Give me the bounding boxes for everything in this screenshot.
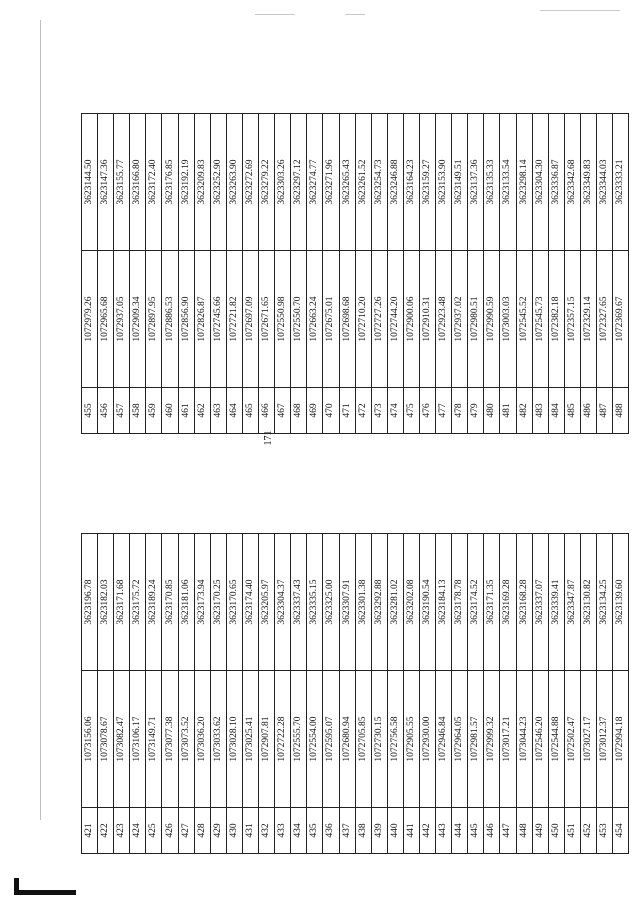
point-number-cell: 451 bbox=[564, 808, 580, 854]
x-coordinate-cell: 1072745.66 bbox=[210, 251, 226, 388]
y-coordinate-cell: 3623265.43 bbox=[339, 114, 355, 251]
table-row bbox=[532, 114, 548, 434]
table-row bbox=[452, 114, 468, 434]
x-coordinate-cell: 1072727.26 bbox=[371, 251, 387, 388]
point-number-cell: 422 bbox=[98, 808, 114, 854]
y-coordinate-cell: 3623292.88 bbox=[371, 534, 387, 671]
point-number-cell: 453 bbox=[597, 808, 613, 854]
table-row bbox=[82, 114, 98, 434]
x-coordinate-cell: 1072930.00 bbox=[419, 671, 435, 808]
table-row bbox=[210, 534, 226, 854]
point-number-cell: 482 bbox=[516, 388, 532, 434]
x-coordinate-cell: 1072502.47 bbox=[564, 671, 580, 808]
point-number-cell: 463 bbox=[210, 388, 226, 434]
y-coordinate-cell: 3623347.87 bbox=[564, 534, 580, 671]
table-row bbox=[130, 534, 146, 854]
table-row bbox=[452, 534, 468, 854]
point-number-cell: 459 bbox=[146, 388, 162, 434]
x-coordinate-cell: 1072856.90 bbox=[178, 251, 194, 388]
point-number-cell: 429 bbox=[210, 808, 226, 854]
point-number-cell: 466 bbox=[259, 388, 275, 434]
y-coordinate-cell: 3623184.13 bbox=[436, 534, 452, 671]
y-coordinate-cell: 3623181.06 bbox=[178, 534, 194, 671]
table-row bbox=[548, 114, 564, 434]
x-coordinate-cell: 1072550.98 bbox=[275, 251, 291, 388]
point-number-cell: 439 bbox=[371, 808, 387, 854]
scan-bar-mark bbox=[14, 890, 76, 895]
x-coordinate-cell: 1072990.59 bbox=[484, 251, 500, 388]
table-row bbox=[82, 534, 98, 854]
y-coordinate-cell: 3623173.94 bbox=[194, 534, 210, 671]
y-coordinate-cell: 3623339.41 bbox=[548, 534, 564, 671]
y-coordinate-cell: 3623304.37 bbox=[275, 534, 291, 671]
coordinate-table-2 bbox=[81, 113, 629, 434]
point-number-cell: 443 bbox=[436, 808, 452, 854]
table-row bbox=[564, 534, 580, 854]
table-row bbox=[323, 534, 339, 854]
table-row bbox=[468, 114, 484, 434]
x-coordinate-cell: 1072550.70 bbox=[291, 251, 307, 388]
table-row bbox=[98, 114, 114, 434]
point-number-cell: 455 bbox=[82, 388, 98, 434]
point-number-cell: 485 bbox=[564, 388, 580, 434]
table-row bbox=[436, 114, 452, 434]
x-coordinate-cell: 1072546.20 bbox=[532, 671, 548, 808]
x-coordinate-cell: 1073078.67 bbox=[98, 671, 114, 808]
y-coordinate-cell: 3623174.52 bbox=[468, 534, 484, 671]
y-coordinate-cell: 3623196.78 bbox=[82, 534, 98, 671]
point-number-cell: 473 bbox=[371, 388, 387, 434]
point-number-cell: 423 bbox=[114, 808, 130, 854]
table-row bbox=[114, 534, 130, 854]
x-coordinate-cell: 1072544.88 bbox=[548, 671, 564, 808]
point-number-cell: 456 bbox=[98, 388, 114, 434]
table-row bbox=[323, 114, 339, 434]
table-row bbox=[226, 534, 242, 854]
x-coordinate-cell: 1072357.15 bbox=[564, 251, 580, 388]
point-number-cell: 470 bbox=[323, 388, 339, 434]
table-row bbox=[178, 534, 194, 854]
x-coordinate-cell: 1072722.28 bbox=[275, 671, 291, 808]
y-coordinate-cell: 3623298.14 bbox=[516, 114, 532, 251]
x-coordinate-cell: 1072675.01 bbox=[323, 251, 339, 388]
x-coordinate-cell: 1073156.06 bbox=[82, 671, 98, 808]
table-row bbox=[387, 534, 403, 854]
point-number-cell: 458 bbox=[130, 388, 146, 434]
x-coordinate-cell: 1072705.85 bbox=[355, 671, 371, 808]
y-coordinate-cell: 3623174.40 bbox=[242, 534, 258, 671]
table-row bbox=[580, 534, 596, 854]
x-coordinate-cell: 1072730.15 bbox=[371, 671, 387, 808]
table-row bbox=[242, 114, 258, 434]
table-row bbox=[436, 534, 452, 854]
y-coordinate-cell: 3623344.03 bbox=[597, 114, 613, 251]
point-number-cell: 427 bbox=[178, 808, 194, 854]
table-row bbox=[500, 534, 516, 854]
y-coordinate-cell: 3623166.80 bbox=[130, 114, 146, 251]
point-number-cell: 421 bbox=[82, 808, 98, 854]
x-coordinate-cell: 1073106.17 bbox=[130, 671, 146, 808]
x-coordinate-cell: 1073036.20 bbox=[194, 671, 210, 808]
table-row bbox=[403, 114, 419, 434]
point-number-cell: 480 bbox=[484, 388, 500, 434]
scan-edge-line bbox=[40, 20, 41, 820]
table-row bbox=[613, 534, 629, 854]
y-coordinate-cell: 3623337.07 bbox=[532, 534, 548, 671]
y-coordinate-cell: 3623271.96 bbox=[323, 114, 339, 251]
x-coordinate-cell: 1073012.37 bbox=[597, 671, 613, 808]
table-row bbox=[194, 534, 210, 854]
point-number-cell: 477 bbox=[436, 388, 452, 434]
y-coordinate-cell: 3623304.30 bbox=[532, 114, 548, 251]
point-number-cell: 484 bbox=[548, 388, 564, 434]
point-number-cell: 467 bbox=[275, 388, 291, 434]
table-row bbox=[114, 114, 130, 434]
x-coordinate-cell: 1073027.17 bbox=[580, 671, 596, 808]
y-coordinate-cell: 3623325.00 bbox=[323, 534, 339, 671]
point-number-cell: 478 bbox=[452, 388, 468, 434]
point-number-cell: 449 bbox=[532, 808, 548, 854]
x-coordinate-cell: 1073003.03 bbox=[500, 251, 516, 388]
table-row bbox=[484, 534, 500, 854]
scan-artifact bbox=[345, 14, 365, 15]
point-number-cell: 488 bbox=[613, 388, 629, 434]
y-coordinate-cell: 3623172.40 bbox=[146, 114, 162, 251]
table-row bbox=[355, 534, 371, 854]
x-coordinate-cell: 1072980.51 bbox=[468, 251, 484, 388]
table-row bbox=[162, 114, 178, 434]
point-number-cell: 437 bbox=[339, 808, 355, 854]
y-coordinate-cell: 3623176.85 bbox=[162, 114, 178, 251]
point-number-cell: 465 bbox=[242, 388, 258, 434]
point-number-cell: 454 bbox=[613, 808, 629, 854]
y-coordinate-cell: 3623202.08 bbox=[403, 534, 419, 671]
table-row bbox=[548, 534, 564, 854]
point-number-cell: 483 bbox=[532, 388, 548, 434]
x-coordinate-cell: 1072663.24 bbox=[307, 251, 323, 388]
page-number: 171 bbox=[263, 430, 274, 446]
x-coordinate-cell: 1073028.10 bbox=[226, 671, 242, 808]
point-number-cell: 452 bbox=[580, 808, 596, 854]
point-number-cell: 428 bbox=[194, 808, 210, 854]
y-coordinate-cell: 3623144.50 bbox=[82, 114, 98, 251]
y-coordinate-cell: 3623170.65 bbox=[226, 534, 242, 671]
x-coordinate-cell: 1072994.18 bbox=[613, 671, 629, 808]
table-row bbox=[580, 114, 596, 434]
x-coordinate-cell: 1072907.81 bbox=[259, 671, 275, 808]
table-row bbox=[291, 534, 307, 854]
point-number-cell: 464 bbox=[226, 388, 242, 434]
y-coordinate-cell: 3623155.77 bbox=[114, 114, 130, 251]
x-coordinate-cell: 1072981.57 bbox=[468, 671, 484, 808]
coordinate-table-1 bbox=[81, 533, 629, 854]
point-number-cell: 462 bbox=[194, 388, 210, 434]
y-coordinate-cell: 3623279.22 bbox=[259, 114, 275, 251]
table-row bbox=[597, 534, 613, 854]
y-coordinate-cell: 3623178.78 bbox=[452, 534, 468, 671]
x-coordinate-cell: 1073073.52 bbox=[178, 671, 194, 808]
x-coordinate-cell: 1072886.53 bbox=[162, 251, 178, 388]
table-row bbox=[339, 534, 355, 854]
y-coordinate-cell: 3623274.77 bbox=[307, 114, 323, 251]
point-number-cell: 442 bbox=[419, 808, 435, 854]
point-number-cell: 431 bbox=[242, 808, 258, 854]
y-coordinate-cell: 3623182.03 bbox=[98, 534, 114, 671]
table-row bbox=[307, 534, 323, 854]
table-row bbox=[532, 534, 548, 854]
y-coordinate-cell: 3623169.28 bbox=[500, 534, 516, 671]
y-coordinate-cell: 3623170.25 bbox=[210, 534, 226, 671]
scan-artifact bbox=[540, 10, 620, 11]
x-coordinate-cell: 1073025.41 bbox=[242, 671, 258, 808]
x-coordinate-cell: 1072964.05 bbox=[452, 671, 468, 808]
table-row bbox=[419, 114, 435, 434]
x-coordinate-cell: 1072721.82 bbox=[226, 251, 242, 388]
x-coordinate-cell: 1072897.95 bbox=[146, 251, 162, 388]
x-coordinate-cell: 1072329.14 bbox=[580, 251, 596, 388]
point-number-cell: 447 bbox=[500, 808, 516, 854]
point-number-cell: 424 bbox=[130, 808, 146, 854]
x-coordinate-cell: 1073082.47 bbox=[114, 671, 130, 808]
y-coordinate-cell: 3623133.54 bbox=[500, 114, 516, 251]
table-row bbox=[291, 114, 307, 434]
point-number-cell: 474 bbox=[387, 388, 403, 434]
x-coordinate-cell: 1072680.94 bbox=[339, 671, 355, 808]
x-coordinate-cell: 1072382.18 bbox=[548, 251, 564, 388]
table-row bbox=[275, 534, 291, 854]
y-coordinate-cell: 3623209.83 bbox=[194, 114, 210, 251]
table-row bbox=[146, 534, 162, 854]
table-row bbox=[259, 114, 275, 434]
y-coordinate-cell: 3623139.60 bbox=[613, 534, 629, 671]
y-coordinate-cell: 3623303.26 bbox=[275, 114, 291, 251]
x-coordinate-cell: 1072554.00 bbox=[307, 671, 323, 808]
point-number-cell: 469 bbox=[307, 388, 323, 434]
coordinate-table bbox=[81, 533, 629, 854]
table-row bbox=[146, 114, 162, 434]
x-coordinate-cell: 1072595.07 bbox=[323, 671, 339, 808]
table-row bbox=[194, 114, 210, 434]
y-coordinate-cell: 3623170.85 bbox=[162, 534, 178, 671]
point-number-cell: 435 bbox=[307, 808, 323, 854]
point-number-cell: 444 bbox=[452, 808, 468, 854]
y-coordinate-cell: 3623335.15 bbox=[307, 534, 323, 671]
point-number-cell: 434 bbox=[291, 808, 307, 854]
table-row bbox=[259, 534, 275, 854]
point-number-cell: 425 bbox=[146, 808, 162, 854]
x-coordinate-cell: 1073033.62 bbox=[210, 671, 226, 808]
y-coordinate-cell: 3623189.24 bbox=[146, 534, 162, 671]
y-coordinate-cell: 3623137.36 bbox=[468, 114, 484, 251]
table-row bbox=[242, 534, 258, 854]
table-row bbox=[613, 114, 629, 434]
y-coordinate-cell: 3623164.23 bbox=[403, 114, 419, 251]
y-coordinate-cell: 3623297.12 bbox=[291, 114, 307, 251]
y-coordinate-cell: 3623171.35 bbox=[484, 534, 500, 671]
y-coordinate-cell: 3623147.36 bbox=[98, 114, 114, 251]
y-coordinate-cell: 3623333.21 bbox=[613, 114, 629, 251]
point-number-cell: 487 bbox=[597, 388, 613, 434]
y-coordinate-cell: 3623192.19 bbox=[178, 114, 194, 251]
y-coordinate-cell: 3623261.52 bbox=[355, 114, 371, 251]
y-coordinate-cell: 3623337.43 bbox=[291, 534, 307, 671]
x-coordinate-cell: 1072710.20 bbox=[355, 251, 371, 388]
table-row bbox=[516, 534, 532, 854]
x-coordinate-cell: 1072744.20 bbox=[387, 251, 403, 388]
scan-artifact bbox=[255, 14, 295, 15]
y-coordinate-cell: 3623168.28 bbox=[516, 534, 532, 671]
x-coordinate-cell: 1072923.48 bbox=[436, 251, 452, 388]
y-coordinate-cell: 3623205.97 bbox=[259, 534, 275, 671]
x-coordinate-cell: 1072909.34 bbox=[130, 251, 146, 388]
y-coordinate-cell: 3623336.87 bbox=[548, 114, 564, 251]
x-coordinate-cell: 1072937.05 bbox=[114, 251, 130, 388]
y-coordinate-cell: 3623272.69 bbox=[242, 114, 258, 251]
table-row bbox=[210, 114, 226, 434]
point-number-cell: 438 bbox=[355, 808, 371, 854]
y-coordinate-cell: 3623281.02 bbox=[387, 534, 403, 671]
table-row bbox=[307, 114, 323, 434]
table-row bbox=[387, 114, 403, 434]
x-coordinate-cell: 1072937.02 bbox=[452, 251, 468, 388]
x-coordinate-cell: 1073017.21 bbox=[500, 671, 516, 808]
y-coordinate-cell: 3623135.33 bbox=[484, 114, 500, 251]
point-number-cell: 440 bbox=[387, 808, 403, 854]
table-row bbox=[226, 114, 242, 434]
point-number-cell: 430 bbox=[226, 808, 242, 854]
x-coordinate-cell: 1073044.23 bbox=[516, 671, 532, 808]
point-number-cell: 468 bbox=[291, 388, 307, 434]
point-number-cell: 445 bbox=[468, 808, 484, 854]
x-coordinate-cell: 1072979.26 bbox=[82, 251, 98, 388]
point-number-cell: 471 bbox=[339, 388, 355, 434]
table-row bbox=[564, 114, 580, 434]
table-row bbox=[355, 114, 371, 434]
x-coordinate-cell: 1072910.31 bbox=[419, 251, 435, 388]
table-row bbox=[339, 114, 355, 434]
point-number-cell: 450 bbox=[548, 808, 564, 854]
x-coordinate-cell: 1072545.73 bbox=[532, 251, 548, 388]
point-number-cell: 460 bbox=[162, 388, 178, 434]
y-coordinate-cell: 3623153.90 bbox=[436, 114, 452, 251]
point-number-cell: 486 bbox=[580, 388, 596, 434]
x-coordinate-cell: 1073077.38 bbox=[162, 671, 178, 808]
point-number-cell: 432 bbox=[259, 808, 275, 854]
x-coordinate-cell: 1072946.84 bbox=[436, 671, 452, 808]
table-row bbox=[371, 114, 387, 434]
x-coordinate-cell: 1072369.67 bbox=[613, 251, 629, 388]
table-row bbox=[516, 114, 532, 434]
x-coordinate-cell: 1072999.32 bbox=[484, 671, 500, 808]
y-coordinate-cell: 3623171.68 bbox=[114, 534, 130, 671]
x-coordinate-cell: 1072905.55 bbox=[403, 671, 419, 808]
point-number-cell: 426 bbox=[162, 808, 178, 854]
table-row bbox=[98, 534, 114, 854]
y-coordinate-cell: 3623190.54 bbox=[419, 534, 435, 671]
x-coordinate-cell: 1072756.58 bbox=[387, 671, 403, 808]
table-row bbox=[275, 114, 291, 434]
y-coordinate-cell: 3623149.51 bbox=[452, 114, 468, 251]
x-coordinate-cell: 1072826.87 bbox=[194, 251, 210, 388]
x-coordinate-cell: 1072671.65 bbox=[259, 251, 275, 388]
point-number-cell: 433 bbox=[275, 808, 291, 854]
table-row bbox=[371, 534, 387, 854]
y-coordinate-cell: 3623301.38 bbox=[355, 534, 371, 671]
y-coordinate-cell: 3623263.90 bbox=[226, 114, 242, 251]
table-row bbox=[162, 534, 178, 854]
y-coordinate-cell: 3623134.25 bbox=[597, 534, 613, 671]
table-row bbox=[468, 534, 484, 854]
y-coordinate-cell: 3623342.68 bbox=[564, 114, 580, 251]
x-coordinate-cell: 1072698.68 bbox=[339, 251, 355, 388]
y-coordinate-cell: 3623175.72 bbox=[130, 534, 146, 671]
point-number-cell: 475 bbox=[403, 388, 419, 434]
table-row bbox=[484, 114, 500, 434]
x-coordinate-cell: 1072900.06 bbox=[403, 251, 419, 388]
x-coordinate-cell: 1072327.65 bbox=[597, 251, 613, 388]
point-number-cell: 461 bbox=[178, 388, 194, 434]
table-row bbox=[178, 114, 194, 434]
y-coordinate-cell: 3623349.83 bbox=[580, 114, 596, 251]
table-row bbox=[419, 534, 435, 854]
point-number-cell: 472 bbox=[355, 388, 371, 434]
point-number-cell: 446 bbox=[484, 808, 500, 854]
x-coordinate-cell: 1072545.52 bbox=[516, 251, 532, 388]
x-coordinate-cell: 1072965.68 bbox=[98, 251, 114, 388]
point-number-cell: 457 bbox=[114, 388, 130, 434]
point-number-cell: 436 bbox=[323, 808, 339, 854]
coordinate-table bbox=[81, 113, 629, 434]
y-coordinate-cell: 3623159.27 bbox=[419, 114, 435, 251]
x-coordinate-cell: 1072697.09 bbox=[242, 251, 258, 388]
point-number-cell: 479 bbox=[468, 388, 484, 434]
x-coordinate-cell: 1072555.70 bbox=[291, 671, 307, 808]
table-row bbox=[500, 114, 516, 434]
y-coordinate-cell: 3623307.91 bbox=[339, 534, 355, 671]
point-number-cell: 448 bbox=[516, 808, 532, 854]
x-coordinate-cell: 1073149.71 bbox=[146, 671, 162, 808]
point-number-cell: 476 bbox=[419, 388, 435, 434]
table-row bbox=[403, 534, 419, 854]
y-coordinate-cell: 3623246.88 bbox=[387, 114, 403, 251]
table-row bbox=[597, 114, 613, 434]
y-coordinate-cell: 3623254.73 bbox=[371, 114, 387, 251]
point-number-cell: 481 bbox=[500, 388, 516, 434]
point-number-cell: 441 bbox=[403, 808, 419, 854]
y-coordinate-cell: 3623130.82 bbox=[580, 534, 596, 671]
table-row bbox=[130, 114, 146, 434]
y-coordinate-cell: 3623252.90 bbox=[210, 114, 226, 251]
